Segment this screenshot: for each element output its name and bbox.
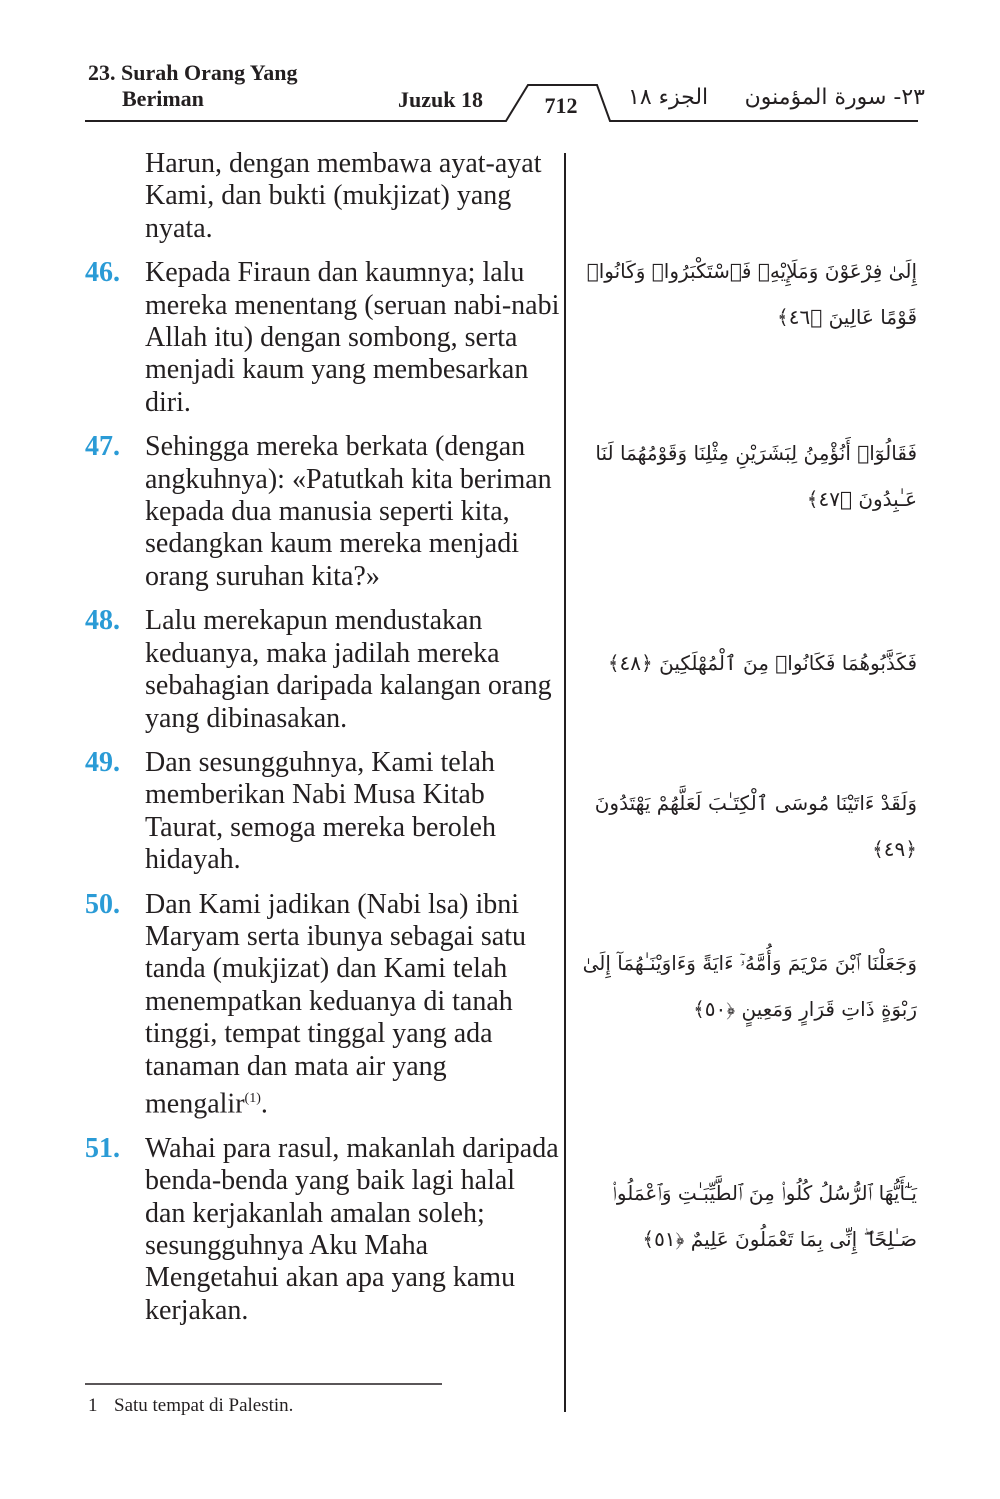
verse-50 (85, 889, 560, 1121)
surah-title-line1: 23. Surah Orang Yang (88, 60, 298, 85)
verse-text: Kepada Firaun dan kaumnya; lalu mereka menentang (seruan nabi-nabi Allah itu) dengan sombong, serta menjadi kaum yang membesarkan diri. (145, 257, 560, 418)
verse-48 (85, 605, 560, 735)
verse-continuation (85, 148, 560, 245)
verse-46 (85, 257, 560, 419)
verse-number: 46. (85, 257, 120, 289)
verse-number: 51. (85, 1132, 120, 1164)
arabic-verse-48: فَكَذَّبُوهُمَا فَكَانُوا۟ مِنَ ٱلْمُهْلَكِينَ ﴿٤٨﴾ (607, 651, 917, 675)
verse-text: Lalu merekapun mendustakan keduanya, maka jadilah mereka sebahagian daripada kalangan orang yang dibinasakan. (145, 605, 552, 734)
verse-number: 48. (85, 605, 120, 637)
footnote (88, 1395, 293, 1417)
verse-text-end: . (260, 1088, 268, 1120)
arabic-juz-label: الجزء ١٨ (628, 85, 709, 110)
arabic-verse-49: وَلَقَدْ ءَاتَيْنَا مُوسَى ٱلْكِتَـٰبَ لَعَلَّهُمْ يَهْتَدُونَ ﴿٤٩﴾ (594, 791, 917, 861)
arabic-verse-46: إِلَىٰ فِرْعَوْنَ وَمَلَإِيْهِۦ فَٱسْتَكْبَرُوا۟ وَكَانُوا۟ قَوْمًا عَالِينَ ﴿٤٦﴾ (586, 259, 917, 329)
surah-title-line2: Beriman (122, 86, 204, 111)
verse-51 (85, 1133, 560, 1327)
arabic-verse-50: وَجَعَلْنَا ٱبْنَ مَرْيَمَ وَأُمَّهُۥٓ ءَايَةً وَءَاوَيْنَـٰهُمَآ إِلَىٰ رَبْوَةٍ ذَاتِ قَرَارٍ وَمَعِينٍ ﴿٥٠﴾ (582, 951, 917, 1021)
verse-number: 47. (85, 431, 120, 463)
verse-text: Wahai para rasul, makanlah daripada benda-benda yang baik lagi halal dan kerjakanlah amalan soleh; sesungguhnya Aku Maha Mengetahui akan apa yang kamu kerjakan. (145, 1132, 559, 1326)
verse-text: Dan Kami jadikan (Nabi lsa) ibni Maryam serta ibunya sebagai satu tanda (mukjizat) dan Kami telah menempatkan keduanya di tanah tinggi, tempat tinggal yang ada tanaman dan mata air yang mengalir (145, 888, 526, 1120)
verse-number: 49. (85, 746, 120, 778)
header-rule (85, 85, 918, 121)
verse-text: Dan sesungguhnya, Kami telah memberikan Nabi Musa Kitab Taurat, semoga mereka beroleh hidayah. (145, 746, 496, 876)
translation-column (85, 148, 560, 1339)
verse-49 (85, 747, 560, 877)
page-number: 712 (544, 93, 578, 118)
footnote-text: Satu tempat di Palestin. (114, 1395, 294, 1416)
verse-number: 50. (85, 888, 120, 920)
verse-47 (85, 431, 560, 593)
arabic-verse-47: فَقَالُوٓا۟ أَنُؤْمِنُ لِبَشَرَيْنِ مِثْلِنَا وَقَوْمُهُمَا لَنَا عَـٰبِدُونَ ﴿٤٧﴾ (595, 441, 917, 511)
arabic-surah-title: ٢٣- سورة المؤمنون (744, 85, 925, 110)
verse-text: Sehingga mereka berkata (dengan angkuhnya): «Patutkah kita beriman kepada dua manusia seperti kita, sedangkan kaum mereka menjadi orang suruhan kita?» (145, 431, 552, 592)
arabic-verse-51: يَـٰٓأَيُّهَا ٱلرُّسُلُ كُلُوا۟ مِنَ ٱلطَّيِّبَـٰتِ وَٱعْمَلُوا۟ صَـٰلِحًا ۖ إِنِّى بِمَا تَعْمَلُونَ عَلِيمٌ ﴿٥١﴾ (612, 1181, 917, 1251)
juzuk-label: Juzuk 18 (398, 87, 483, 112)
footnote-number: 1 (88, 1395, 98, 1416)
verse-text: Harun, dengan membawa ayat-ayat Kami, dan bukti (mukjizat) yang nyata. (145, 148, 542, 244)
footnote-reference: (1) (244, 1090, 261, 1106)
